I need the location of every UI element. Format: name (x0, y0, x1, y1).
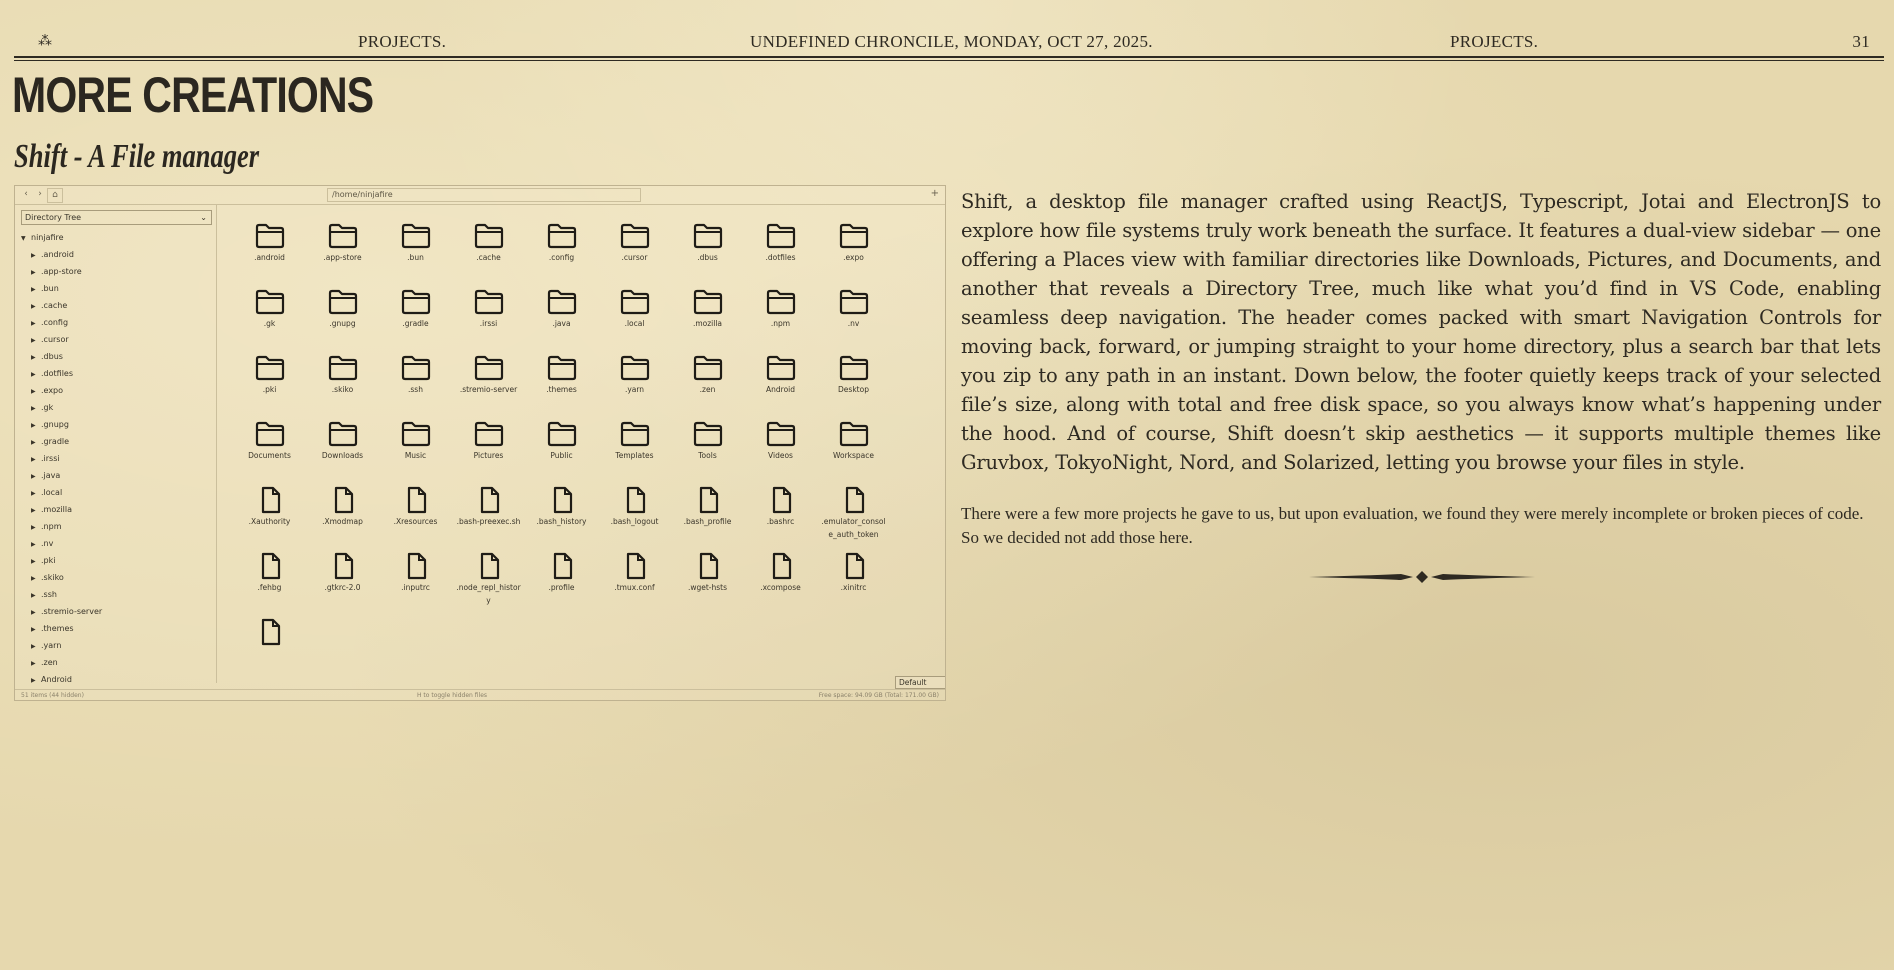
collapsed-triangle-icon: ▶ (31, 320, 36, 327)
grid-item-label: Downloads (321, 451, 364, 460)
app-header (15, 186, 945, 205)
folder-icon (473, 222, 505, 250)
folder-item (817, 288, 890, 354)
folder-item (671, 354, 744, 420)
folder-item (525, 420, 598, 486)
tree-item-label: .themes (41, 624, 74, 633)
tree-item (21, 416, 211, 433)
file-icon (254, 486, 286, 514)
grid-item-label: .cursor (621, 253, 648, 262)
disk-space: Free space: 94.09 GB (Total: 171.00 GB) (818, 692, 939, 699)
folder-icon (619, 288, 651, 316)
folder-icon (838, 354, 870, 382)
file-icon (765, 552, 797, 580)
file-icon (400, 552, 432, 580)
folder-item (598, 222, 671, 288)
project-subtitle: Shift - A File manager (14, 138, 260, 175)
folder-item (233, 222, 306, 288)
file-item (452, 552, 525, 618)
file-item (598, 486, 671, 552)
grid-item-label: .local (624, 319, 645, 328)
grid-item-label: .Xmodmap (322, 517, 363, 526)
folder-item (452, 420, 525, 486)
grid-item-label: Public (550, 451, 573, 460)
file-item (598, 552, 671, 618)
collapsed-triangle-icon: ▶ (31, 456, 36, 463)
folder-item (744, 420, 817, 486)
file-item (452, 486, 525, 552)
folder-item (817, 354, 890, 420)
file-item (233, 486, 306, 552)
tree-item-label: .zen (41, 658, 58, 667)
grid-item-label: .zen (699, 385, 716, 394)
file-icon (838, 552, 870, 580)
folder-icon (254, 354, 286, 382)
folder-item (671, 222, 744, 288)
file-icon (473, 552, 505, 580)
grid-item-label: .tmux.conf (614, 583, 655, 592)
page-number: 31 (1852, 32, 1870, 51)
folder-icon (546, 354, 578, 382)
tree-item-label: .irssi (41, 454, 60, 463)
tree-item (21, 246, 211, 263)
expanded-triangle-icon: ▼ (21, 235, 26, 242)
tree-item-label: .gnupg (41, 420, 69, 429)
folder-item (817, 222, 890, 288)
grid-item-label: .profile (548, 583, 575, 592)
folder-icon (765, 354, 797, 382)
tree-root-label: ninjafire (31, 233, 64, 242)
folder-icon (692, 222, 724, 250)
file-icon (619, 552, 651, 580)
section-label-left: PROJECTS. (358, 32, 447, 51)
grid-item-label: .bash_history (536, 517, 587, 526)
file-item (817, 552, 890, 618)
folder-icon (838, 288, 870, 316)
folder-icon (327, 354, 359, 382)
collapsed-triangle-icon: ▶ (31, 371, 36, 378)
tree-item (21, 348, 211, 365)
grid-item-label: .bash_profile (683, 517, 732, 526)
tree-root (21, 229, 211, 246)
grid-item-label: Tools (698, 451, 717, 460)
folder-item (598, 354, 671, 420)
tree-item-label: .local (41, 488, 63, 497)
grid-item-label: .xinitrc (840, 583, 867, 592)
folder-icon (546, 288, 578, 316)
stars-icon: ⁂ (38, 34, 53, 49)
tree-item (21, 535, 211, 552)
grid-item-label: .gradle (402, 319, 429, 328)
tree-item-label: .cursor (41, 335, 69, 344)
folder-icon (765, 288, 797, 316)
file-icon (546, 552, 578, 580)
collapsed-triangle-icon: ▶ (31, 388, 36, 395)
file-item (744, 552, 817, 618)
collapsed-triangle-icon: ▶ (31, 575, 36, 582)
sidebar (15, 205, 217, 683)
folder-icon (765, 420, 797, 448)
grid-item-label: .nv (847, 319, 860, 328)
tree-item (21, 280, 211, 297)
tree-item (21, 450, 211, 467)
tree-item-label: .gradle (41, 437, 70, 446)
collapsed-triangle-icon: ▶ (31, 677, 36, 684)
grid-item-label: .app-store (323, 253, 362, 262)
grid-item-label: .ssh (408, 385, 423, 394)
collapsed-triangle-icon: ▶ (31, 643, 36, 650)
folder-icon (400, 222, 432, 250)
grid-item-label: .bash-preexec.sh (456, 517, 521, 526)
tree-item-label: .expo (41, 386, 64, 395)
file-icon (327, 552, 359, 580)
chevron-down-icon: ⌄ (200, 213, 207, 222)
tree-item (21, 382, 211, 399)
editor-note: There were a few more projects he gave to us, but upon evaluation, we found they were merely incomplete or broken pieces of code. So we decided not add those here. (961, 504, 1864, 547)
folder-item (452, 222, 525, 288)
plus-icon: + (930, 188, 939, 199)
collapsed-triangle-icon: ▶ (31, 252, 36, 259)
folder-icon (473, 354, 505, 382)
grid-item-label: .java (552, 319, 571, 328)
tree-item-label: .config (41, 318, 69, 327)
divider-ornament-icon (1309, 570, 1535, 584)
folder-icon (838, 222, 870, 250)
app-footer (15, 689, 945, 701)
tree-item-label: .android (41, 250, 74, 259)
grid-item-label: .bashrc (766, 517, 795, 526)
folder-icon (692, 420, 724, 448)
tree-item (21, 484, 211, 501)
collapsed-triangle-icon: ▶ (31, 422, 36, 429)
folder-item (817, 420, 890, 486)
folder-item (379, 288, 452, 354)
file-icon (473, 486, 505, 514)
folder-item (233, 420, 306, 486)
file-item (306, 486, 379, 552)
folder-icon (254, 222, 286, 250)
collapsed-triangle-icon: ▶ (31, 507, 36, 514)
folder-icon (400, 288, 432, 316)
tree-item (21, 314, 211, 331)
folder-icon (327, 288, 359, 316)
folder-icon (400, 420, 432, 448)
tree-item-label: .cache (41, 301, 68, 310)
folder-icon (692, 288, 724, 316)
tree-item-label: Android (41, 675, 72, 684)
newspaper-dateline: UNDEFINED CHRONCILE, MONDAY, OCT 27, 2025. (750, 32, 1153, 51)
file-manager-screenshot (14, 185, 946, 701)
collapsed-triangle-icon: ▶ (31, 660, 36, 667)
masthead-rule (14, 56, 1884, 58)
folder-item (233, 354, 306, 420)
grid-item-label: .gk (263, 319, 276, 328)
grid-item-label: .android (254, 253, 285, 262)
grid-item-label: .gtkrc-2.0 (324, 583, 361, 592)
masthead (14, 28, 1884, 56)
home-icon: ⌂ (47, 188, 63, 203)
tree-item-label: .mozilla (41, 505, 72, 514)
folder-item (525, 354, 598, 420)
tree-item (21, 365, 211, 382)
article-body: Shift, a desktop file manager crafted using ReactJS, Typescript, Jotai and ElectronJS to explore how file systems truly work beneath the surface. It features a dual-view sidebar — one offering a Places view with familiar directories like Downloads, Pictures, and Documents, and another that reveals a Directory Tree, much like what you’d find in VS Code, enabling seamless deep navigation. The header comes packed with smart Navigation Controls for moving back, forward, or jumping straight to your home directory, plus a search bar that lets you zip to any path in an instant. Down below, the footer quietly keeps track of your selected file’s size, along with total and free disk space, so you always know what’s happening under the hood. And of course, Shift doesn’t skip aesthetics — it supports multiple themes like Gruvbox, TokyoNight, Nord, and Solarized, letting you browse your files in style. (961, 190, 1881, 474)
folder-icon (619, 354, 651, 382)
sidebar-view-selected: Directory Tree (25, 213, 82, 222)
forward-arrow-icon: › (38, 189, 42, 199)
grid-item-label: .bash_logout (610, 517, 659, 526)
grid-item-label: .themes (546, 385, 577, 394)
grid-item-label: .Xauthority (248, 517, 291, 526)
grid-item-label: .dotfiles (765, 253, 796, 262)
hidden-files-hint: H to toggle hidden files (417, 692, 488, 699)
folder-item (379, 354, 452, 420)
grid-item-label: .cache (476, 253, 501, 262)
file-icon (692, 486, 724, 514)
file-grid (233, 222, 933, 682)
folder-item (306, 288, 379, 354)
folder-item (379, 222, 452, 288)
folder-icon (400, 354, 432, 382)
grid-item-label: .irssi (479, 319, 498, 328)
grid-item-label: .fehbg (257, 583, 282, 592)
grid-item-label: .gnupg (329, 319, 356, 328)
file-item (744, 486, 817, 552)
folder-item (452, 354, 525, 420)
tree-item-label: .pki (41, 556, 56, 565)
file-icon (619, 486, 651, 514)
file-item (671, 552, 744, 618)
collapsed-triangle-icon: ▶ (31, 592, 36, 599)
tree-item (21, 603, 211, 620)
folder-item (671, 420, 744, 486)
file-icon (838, 486, 870, 514)
folder-item (452, 288, 525, 354)
tree-item-label: .app-store (41, 267, 82, 276)
folder-icon (254, 420, 286, 448)
grid-item-label: Videos (768, 451, 793, 460)
collapsed-triangle-icon: ▶ (31, 558, 36, 565)
folder-item (306, 354, 379, 420)
file-item (525, 552, 598, 618)
tree-item-label: .npm (41, 522, 62, 531)
tree-item (21, 586, 211, 603)
grid-item-label: Documents (248, 451, 291, 460)
grid-item-label: .xcompose (760, 583, 801, 592)
file-icon (546, 486, 578, 514)
file-icon (692, 552, 724, 580)
grid-item-label: Android (766, 385, 795, 394)
file-icon (254, 618, 286, 646)
tree-item-label: .nv (41, 539, 54, 548)
tree-item-label: .java (41, 471, 61, 480)
collapsed-triangle-icon: ▶ (31, 473, 36, 480)
folder-icon (765, 222, 797, 250)
grid-item-label: Music (404, 451, 427, 460)
collapsed-triangle-icon: ▶ (31, 541, 36, 548)
tree-item-label: .stremio-server (41, 607, 103, 616)
collapsed-triangle-icon: ▶ (31, 405, 36, 412)
folder-item (744, 354, 817, 420)
tree-item (21, 569, 211, 586)
tree-item (21, 297, 211, 314)
grid-item-label: .inputrc (401, 583, 430, 592)
tree-item (21, 637, 211, 654)
page-title: MORE CREATIONS (12, 67, 374, 123)
theme-select (895, 676, 946, 689)
file-item (379, 552, 452, 618)
folder-item (306, 420, 379, 486)
folder-item (233, 288, 306, 354)
grid-item-label: .node_repl_history (456, 583, 521, 605)
folder-icon (254, 288, 286, 316)
folder-icon (619, 420, 651, 448)
folder-icon (692, 354, 724, 382)
file-icon (765, 486, 797, 514)
tree-item (21, 433, 211, 450)
tree-item-label: .gk (41, 403, 54, 412)
grid-item-label: .npm (770, 319, 791, 328)
file-icon (254, 552, 286, 580)
grid-item-label: Templates (615, 451, 654, 460)
folder-icon (838, 420, 870, 448)
collapsed-triangle-icon: ▶ (31, 303, 36, 310)
file-icon (327, 486, 359, 514)
grid-item-label: .yarn (624, 385, 645, 394)
tree-item (21, 263, 211, 280)
path-search-bar: /home/ninjafire (327, 188, 641, 202)
directory-tree (21, 229, 211, 688)
grid-item-label: Desktop (838, 385, 869, 394)
collapsed-triangle-icon: ▶ (31, 354, 36, 361)
tree-item (21, 467, 211, 484)
theme-selected: Default (899, 678, 927, 687)
grid-item-label: .mozilla (692, 319, 723, 328)
tree-item (21, 518, 211, 535)
grid-item-label: .stremio-server (459, 385, 518, 394)
sidebar-view-select (21, 210, 212, 225)
folder-icon (473, 288, 505, 316)
tree-item (21, 654, 211, 671)
grid-item-label: Pictures (473, 451, 504, 460)
folder-item (306, 222, 379, 288)
file-icon (400, 486, 432, 514)
tree-item-label: .dotfiles (41, 369, 74, 378)
tree-item (21, 501, 211, 518)
folder-icon (327, 222, 359, 250)
folder-item (598, 288, 671, 354)
folder-item (598, 420, 671, 486)
collapsed-triangle-icon: ▶ (31, 439, 36, 446)
file-item (525, 486, 598, 552)
collapsed-triangle-icon: ▶ (31, 490, 36, 497)
folder-item (379, 420, 452, 486)
grid-item-label: .config (548, 253, 575, 262)
section-label-right: PROJECTS. (1450, 32, 1539, 51)
grid-item-label: .bun (407, 253, 424, 262)
collapsed-triangle-icon: ▶ (31, 337, 36, 344)
tree-item-label: .skiko (41, 573, 64, 582)
file-item (233, 618, 306, 684)
masthead-rule-thin (14, 60, 1884, 61)
folder-item (671, 288, 744, 354)
grid-item-label: .wget-hsts (687, 583, 728, 592)
tree-item-label: .bun (41, 284, 59, 293)
file-item (671, 486, 744, 552)
collapsed-triangle-icon: ▶ (31, 269, 36, 276)
collapsed-triangle-icon: ▶ (31, 524, 36, 531)
back-arrow-icon: ‹ (24, 189, 28, 199)
grid-item-label: .dbus (697, 253, 718, 262)
folder-icon (473, 420, 505, 448)
folder-item (525, 222, 598, 288)
folder-item (525, 288, 598, 354)
tree-item (21, 399, 211, 416)
tree-item (21, 331, 211, 348)
tree-item (21, 552, 211, 569)
grid-item-label: Workspace (833, 451, 874, 460)
folder-icon (327, 420, 359, 448)
grid-item-label: .expo (843, 253, 864, 262)
grid-item-label: .pki (262, 385, 277, 394)
collapsed-triangle-icon: ▶ (31, 609, 36, 616)
grid-item-label: .emulator_console_auth_token (821, 517, 886, 539)
file-item (233, 552, 306, 618)
file-item (379, 486, 452, 552)
folder-item (744, 222, 817, 288)
tree-item-label: .yarn (41, 641, 62, 650)
folder-icon (619, 222, 651, 250)
folder-icon (546, 222, 578, 250)
tree-item-label: .ssh (41, 590, 57, 599)
file-item (306, 552, 379, 618)
folder-icon (546, 420, 578, 448)
items-count: 51 items (44 hidden) (21, 692, 84, 699)
file-item (817, 486, 890, 552)
collapsed-triangle-icon: ▶ (31, 626, 36, 633)
grid-item-label: .Xresources (393, 517, 438, 526)
tree-item (21, 620, 211, 637)
folder-item (744, 288, 817, 354)
collapsed-triangle-icon: ▶ (31, 286, 36, 293)
tree-item (21, 671, 211, 688)
grid-item-label: .skiko (331, 385, 354, 394)
tree-item-label: .dbus (41, 352, 63, 361)
